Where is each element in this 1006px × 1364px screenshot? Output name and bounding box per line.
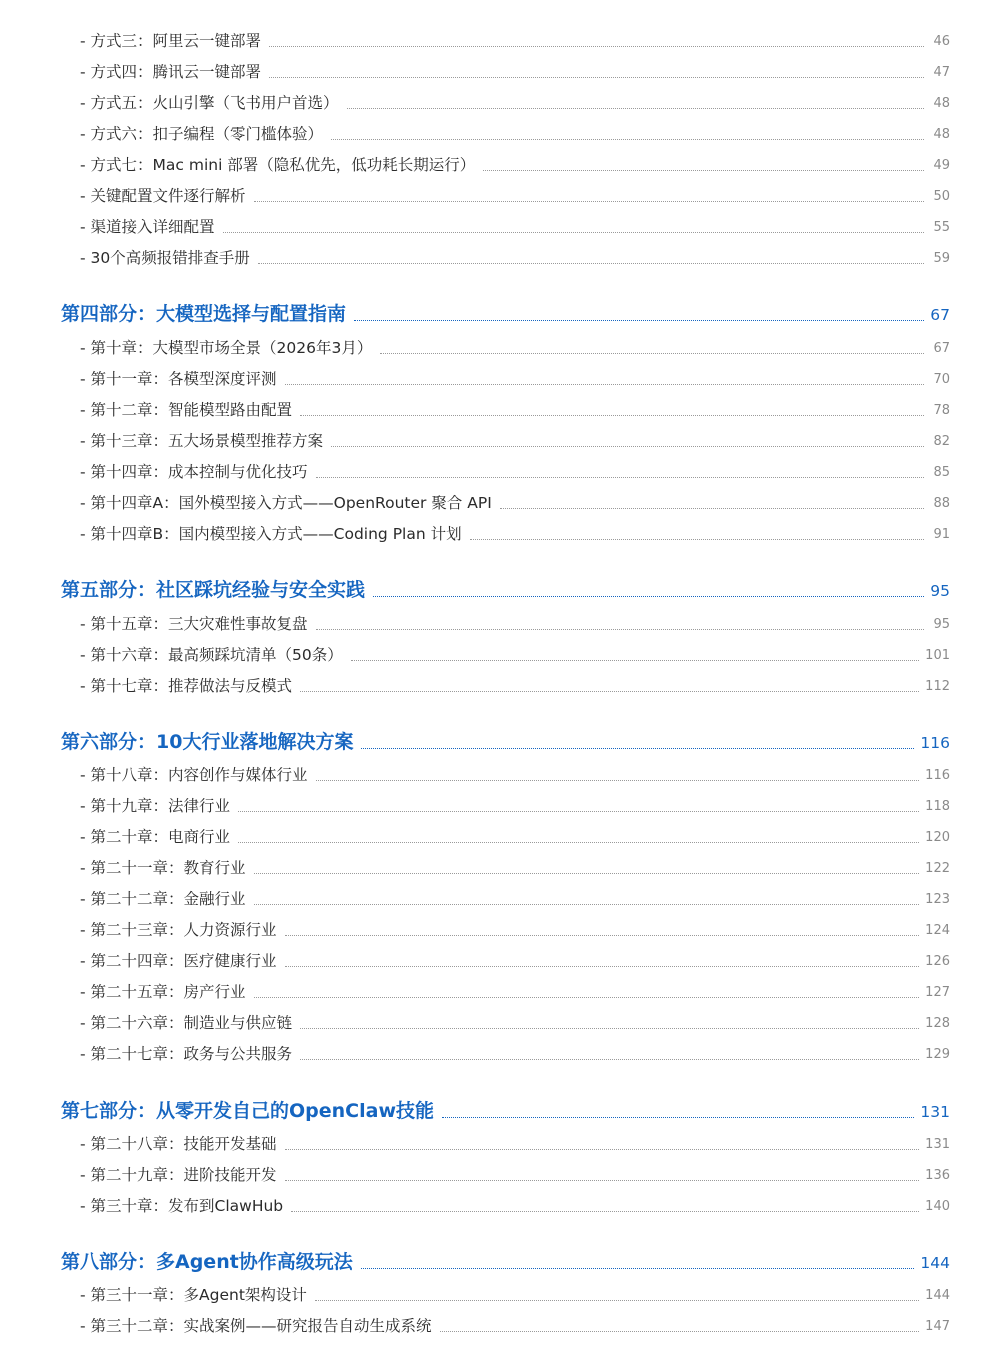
dot-leader xyxy=(285,966,920,967)
toc-chapter-entry[interactable] xyxy=(80,1041,950,1065)
page-number: 112 xyxy=(925,679,950,694)
toc-chapter-entry[interactable] xyxy=(80,1010,950,1034)
dot-leader xyxy=(238,811,919,812)
page-number: 131 xyxy=(925,1137,950,1152)
dot-leader xyxy=(269,46,924,47)
toc-chapter-entry[interactable] xyxy=(80,855,950,879)
dot-leader xyxy=(300,691,919,692)
dot-leader xyxy=(254,873,920,874)
dot-leader xyxy=(269,77,924,78)
dot-leader xyxy=(254,997,920,998)
dot-leader xyxy=(347,108,924,109)
toc-chapter-entry[interactable] xyxy=(80,245,950,269)
dot-leader xyxy=(442,1117,914,1118)
chapter-title: - 第十章：大模型市场全景（2026年3月） xyxy=(80,339,373,357)
toc-chapter-entry[interactable] xyxy=(80,1162,950,1186)
toc-chapter-entry[interactable] xyxy=(80,673,950,697)
page-number: 82 xyxy=(933,434,950,449)
toc-chapter-entry[interactable] xyxy=(80,642,950,666)
dot-leader xyxy=(254,904,920,905)
dot-leader xyxy=(500,508,924,509)
chapter-title: - 第十八章：内容创作与媒体行业 xyxy=(80,766,308,784)
page-number: 129 xyxy=(925,1047,950,1062)
toc-chapter-entry[interactable] xyxy=(80,90,950,114)
dot-leader xyxy=(238,842,919,843)
toc-part-heading[interactable] xyxy=(61,1247,950,1275)
chapter-title: - 第十三章：五大场景模型推荐方案 xyxy=(80,432,324,450)
dot-leader xyxy=(300,1059,919,1060)
dot-leader xyxy=(380,353,924,354)
chapter-title: - 第二十四章：医疗健康行业 xyxy=(80,952,277,970)
dot-leader xyxy=(315,1300,919,1301)
toc-chapter-entry[interactable] xyxy=(80,521,950,545)
page-number: 95 xyxy=(933,617,950,632)
dot-leader xyxy=(361,748,914,749)
page-number: 147 xyxy=(925,1319,950,1334)
dot-leader xyxy=(331,139,924,140)
toc-chapter-entry[interactable] xyxy=(80,366,950,390)
chapter-title: - 第十六章：最高频踩坑清单（50条） xyxy=(80,646,343,664)
page-number: 55 xyxy=(933,220,950,235)
toc-chapter-entry[interactable] xyxy=(80,397,950,421)
page-number: 120 xyxy=(925,830,950,845)
chapter-title: - 第十四章B：国内模型接入方式——Coding Plan 计划 xyxy=(80,525,462,543)
page-number: 136 xyxy=(925,1168,950,1183)
chapter-title: - 关键配置文件逐行解析 xyxy=(80,187,246,205)
chapter-title: - 第二十六章：制造业与供应链 xyxy=(80,1014,293,1032)
page-number: 85 xyxy=(933,465,950,480)
page-number: 48 xyxy=(933,127,950,142)
toc-chapter-entry[interactable] xyxy=(80,611,950,635)
dot-leader xyxy=(300,1028,919,1029)
dot-leader xyxy=(440,1331,920,1332)
toc-chapter-entry[interactable] xyxy=(80,490,950,514)
chapter-title: - 第二十一章：教育行业 xyxy=(80,859,246,877)
dot-leader xyxy=(316,629,924,630)
chapter-title: - 方式四：腾讯云一键部署 xyxy=(80,63,262,81)
chapter-title: - 第三十一章：多Agent架构设计 xyxy=(80,1286,307,1304)
page-number: 95 xyxy=(930,582,950,600)
toc-part-heading[interactable] xyxy=(61,299,950,327)
toc-part-heading[interactable] xyxy=(61,1096,950,1124)
dot-leader xyxy=(285,1149,920,1150)
toc-chapter-entry[interactable] xyxy=(80,428,950,452)
toc-chapter-entry[interactable] xyxy=(80,979,950,1003)
dot-leader xyxy=(373,596,924,597)
dot-leader xyxy=(223,232,924,233)
dot-leader xyxy=(285,935,920,936)
part-title: 第八部分：多Agent协作高级玩法 xyxy=(61,1251,353,1273)
chapter-title: - 第十五章：三大灾难性事故复盘 xyxy=(80,615,308,633)
dot-leader xyxy=(361,1268,915,1269)
page-number: 47 xyxy=(933,65,950,80)
page-number: 123 xyxy=(925,892,950,907)
toc-chapter-entry[interactable] xyxy=(80,121,950,145)
toc-chapter-entry[interactable] xyxy=(80,948,950,972)
chapter-title: - 第十四章：成本控制与优化技巧 xyxy=(80,463,308,481)
chapter-title: - 第二十章：电商行业 xyxy=(80,828,231,846)
part-title: 第五部分：社区踩坑经验与安全实践 xyxy=(61,579,366,601)
dot-leader xyxy=(285,384,924,385)
page-number: 131 xyxy=(920,1103,950,1121)
page-number: 50 xyxy=(933,189,950,204)
chapter-title: - 第十二章：智能模型路由配置 xyxy=(80,401,293,419)
dot-leader xyxy=(316,780,920,781)
chapter-title: - 第十七章：推荐做法与反模式 xyxy=(80,677,293,695)
toc-chapter-entry[interactable] xyxy=(80,917,950,941)
page-number: 91 xyxy=(933,527,950,542)
chapter-title: - 第二十二章：金融行业 xyxy=(80,890,246,908)
page-number: 127 xyxy=(925,985,950,1000)
page-number: 126 xyxy=(925,954,950,969)
page-number: 78 xyxy=(933,403,950,418)
toc-part-heading[interactable] xyxy=(61,727,950,755)
chapter-title: - 第三十二章：实战案例——研究报告自动生成系统 xyxy=(80,1317,432,1335)
chapter-title: - 第三十章：发布到ClawHub xyxy=(80,1197,284,1215)
page-number: 49 xyxy=(933,158,950,173)
page-number: 116 xyxy=(920,734,950,752)
toc-chapter-entry[interactable] xyxy=(80,335,950,359)
toc-chapter-entry[interactable] xyxy=(80,793,950,817)
toc-part-heading[interactable] xyxy=(61,575,950,603)
toc-chapter-entry[interactable] xyxy=(80,824,950,848)
page-number: 67 xyxy=(930,306,950,324)
toc-chapter-entry[interactable] xyxy=(80,183,950,207)
part-title: 第七部分：从零开发自己的OpenClaw技能 xyxy=(61,1100,434,1122)
chapter-title: - 方式六：扣子编程（零门槛体验） xyxy=(80,125,324,143)
page-number: 59 xyxy=(933,251,950,266)
dot-leader xyxy=(351,660,919,661)
part-title: 第四部分：大模型选择与配置指南 xyxy=(61,303,347,325)
toc-chapter-entry[interactable] xyxy=(80,59,950,83)
page-number: 46 xyxy=(933,34,950,49)
chapter-title: - 第二十八章：技能开发基础 xyxy=(80,1135,277,1153)
toc-chapter-entry[interactable] xyxy=(80,214,950,238)
chapter-title: - 渠道接入详细配置 xyxy=(80,218,215,236)
page-number: 116 xyxy=(925,768,950,783)
toc-chapter-entry[interactable] xyxy=(80,1193,950,1217)
page-number: 128 xyxy=(925,1016,950,1031)
chapter-title: - 第十一章：各模型深度评测 xyxy=(80,370,277,388)
toc-chapter-entry[interactable] xyxy=(80,152,950,176)
toc-chapter-entry[interactable] xyxy=(80,762,950,786)
dot-leader xyxy=(316,477,924,478)
page-number: 140 xyxy=(925,1199,950,1214)
dot-leader xyxy=(291,1211,919,1212)
page-number: 144 xyxy=(920,1254,950,1272)
chapter-title: - 方式三：阿里云一键部署 xyxy=(80,32,262,50)
dot-leader xyxy=(483,170,924,171)
toc-chapter-entry[interactable] xyxy=(80,1313,950,1337)
page-number: 124 xyxy=(925,923,950,938)
page-number: 88 xyxy=(933,496,950,511)
chapter-title: - 第二十九章：进阶技能开发 xyxy=(80,1166,277,1184)
toc-chapter-entry[interactable] xyxy=(80,1131,950,1155)
page-number: 101 xyxy=(925,648,950,663)
dot-leader xyxy=(285,1180,920,1181)
chapter-title: - 第二十七章：政务与公共服务 xyxy=(80,1045,293,1063)
page-number: 118 xyxy=(925,799,950,814)
chapter-title: - 第二十五章：房产行业 xyxy=(80,983,246,1001)
dot-leader xyxy=(354,320,924,321)
chapter-title: - 方式七：Mac mini 部署（隐私优先，低功耗长期运行） xyxy=(80,156,476,174)
part-title: 第六部分：10大行业落地解决方案 xyxy=(61,731,354,753)
chapter-title: - 第十四章A：国外模型接入方式——OpenRouter 聚合 API xyxy=(80,494,492,512)
dot-leader xyxy=(470,539,924,540)
chapter-title: - 第十九章：法律行业 xyxy=(80,797,231,815)
toc-chapter-entry[interactable] xyxy=(80,459,950,483)
toc-chapter-entry[interactable] xyxy=(80,1282,950,1306)
toc-chapter-entry[interactable] xyxy=(80,886,950,910)
chapter-title: - 30个高频报错排查手册 xyxy=(80,249,250,267)
chapter-title: - 第二十三章：人力资源行业 xyxy=(80,921,277,939)
toc-chapter-entry[interactable] xyxy=(80,28,950,52)
dot-leader xyxy=(331,446,924,447)
page-number: 48 xyxy=(933,96,950,111)
chapter-title: - 方式五：火山引擎（飞书用户首选） xyxy=(80,94,339,112)
dot-leader xyxy=(254,201,924,202)
page-number: 70 xyxy=(933,372,950,387)
dot-leader xyxy=(258,263,924,264)
page-number: 122 xyxy=(925,861,950,876)
page-number: 67 xyxy=(933,341,950,356)
dot-leader xyxy=(300,415,924,416)
page-number: 144 xyxy=(925,1288,950,1303)
